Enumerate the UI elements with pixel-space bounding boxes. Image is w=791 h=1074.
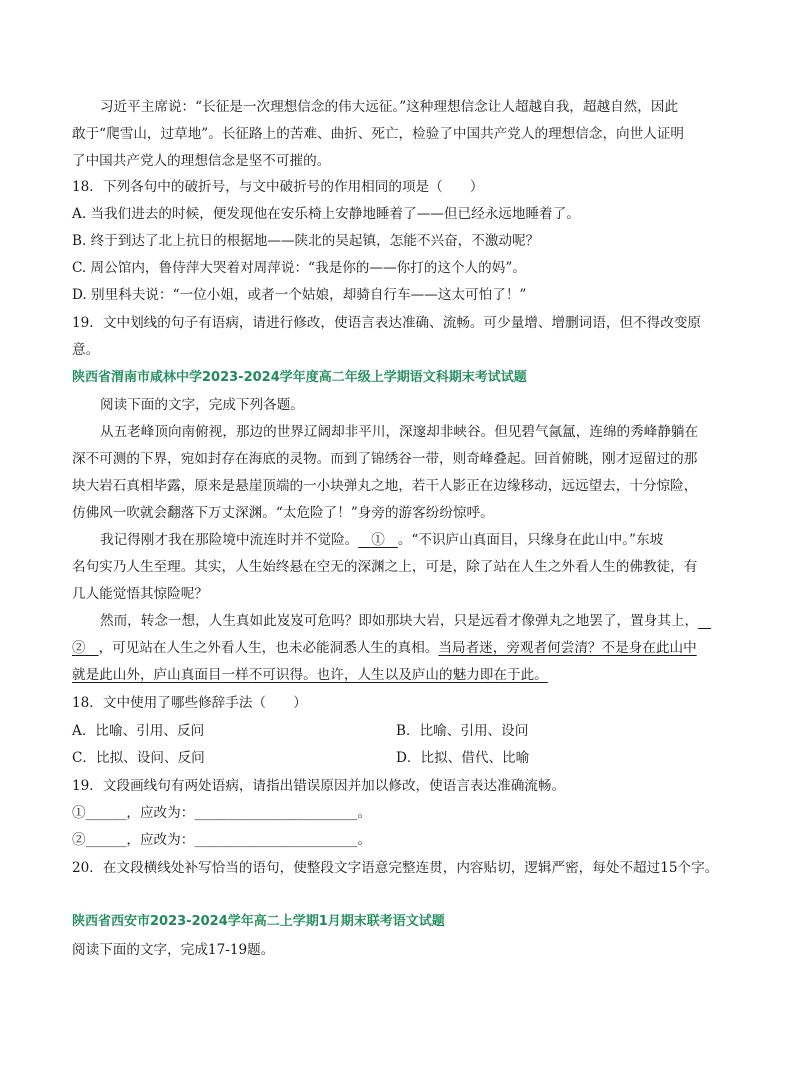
blank-2-lead[interactable] <box>698 613 711 629</box>
question-18-option-a: A. 当我们进去的时候，便发现他在安乐椅上安静地睡着了——但已经永远地睡着了。 <box>72 206 580 222</box>
section-2-title: 陕西省渭南市咸林中学2023-2024学年度高二年级上学期语文科期末考试试题 <box>72 370 527 385</box>
question-18-stem: 18．下列各句中的破折号，与文中破折号的作用相同的项是（ ） <box>72 179 484 195</box>
blank-2[interactable] <box>72 640 99 656</box>
question-19b-answer-1[interactable]: ①______，应改为：________________________。 <box>72 805 372 821</box>
paragraph-3-line-3 <box>72 665 548 685</box>
paragraph-3-start: 然而，转念一想，人生真如此岌岌可危吗？即如那块大岩，只是远看才像弹丸之地罢了，置身其上， <box>100 613 699 629</box>
section-2-instruction: 阅读下面的文字，完成下列各题。 <box>100 397 304 413</box>
question-18b-option-b: B．比喻、引用、设问 <box>396 723 529 739</box>
paragraph-3-line-2 <box>72 638 697 658</box>
passage1-line-1: 习近平主席说：“长征是一次理想信念的伟大远征。”这种理想信念让人超越自我，超越自然，因此 <box>100 99 679 115</box>
question-18b-option-a: A．比喻、引用、反问 <box>72 723 205 739</box>
paragraph-2-line-1 <box>100 530 663 550</box>
paragraph-1-line-1: 从五老峰顶向南俯视，那边的世界辽阔却非平川，深邃却非峡谷。但见碧气氤氲，连绵的秀峰静躺在 <box>100 424 699 440</box>
paragraph-2-line-2: 名句实乃人生至理。其实，人生始终悬在空无的深渊之上，可是，除了站在人生之外看人生的佛教徒，有 <box>72 559 698 575</box>
paragraph-3-middle: ，可见站在人生之外看人生，也未必能洞悉人生的真相。 <box>98 640 439 656</box>
paragraph-1-line-4: 仿佛风一吹就会翻落下万丈深渊。“太危险了！”身旁的游客纷纷惊呼。 <box>72 505 494 521</box>
section-3-title: 陕西省西安市2023-2024学年高二上学期1月期末联考语文试题 <box>72 914 445 929</box>
section-3-instruction: 阅读下面的文字，完成17-19题。 <box>72 942 275 958</box>
blank-2-label: ② <box>72 640 86 656</box>
question-18b-option-d: D．比拟、借代、比喻 <box>396 750 530 766</box>
paragraph-2-continuation: 。“不识庐山真面目，只缘身在此山中。”东坡 <box>397 532 664 548</box>
question-19-line-1: 19．文中划线的句子有语病，请进行修改，使语言表达准确、流畅。可少量增、增删词语，但不得改变原 <box>72 315 702 331</box>
question-20-stem: 20．在文段横线处补写恰当的语句，使整段文字语意完整连贯，内容贴切，逻辑严密，每处不超过15个字。 <box>72 860 719 876</box>
question-18b-stem: 18．文中使用了哪些修辞手法（ ） <box>72 695 307 711</box>
underlined-sentence-2: 就是此山外，庐山真面目一样不可识得。也许，人生以及庐山的魅力即在于此。 <box>72 667 548 683</box>
question-18-option-c: C. 周公馆内，鲁侍萍大哭着对周萍说：“我是你的——你打的这个人的妈”。 <box>72 260 526 276</box>
question-19-line-2: 意。 <box>72 342 100 358</box>
paragraph-2-start: 我记得刚才我在那险境中流连时并不觉险。 <box>100 532 359 548</box>
blank-1-label: ① <box>371 532 385 548</box>
question-18-option-d: D. 别里科夫说：“一位小姐，或者一个姑娘，却骑自行车——这太可怕了！” <box>72 287 527 303</box>
paragraph-3-line-1 <box>100 611 711 631</box>
paragraph-1-line-2: 深不可测的下界，宛如封存在海底的灵物。而到了锦绣谷一带，则奇峰叠起。回首俯眺，刚才逗留过的那 <box>72 451 698 467</box>
passage1-line-2: 敢于“爬雪山，过草地”。长征路上的苦难、曲折、死亡，检验了中国共产党人的理想信念，向世人证明 <box>72 126 685 142</box>
paragraph-2-line-3: 几人能觉悟其惊险呢？ <box>72 586 208 602</box>
question-18b-option-c: C．比拟、设问、反问 <box>72 750 205 766</box>
underlined-sentence-1: 当局者迷，旁观者何尝清？不是身在此山中 <box>438 640 697 656</box>
question-18-option-b: B. 终于到达了北上抗日的根据地——陕北的吴起镇，怎能不兴奋，不激动呢？ <box>72 233 540 249</box>
question-19b-answer-2[interactable]: ②______，应改为：________________________。 <box>72 832 372 848</box>
paragraph-1-line-3: 块大岩石真相毕露，原来是悬崖顶端的一小块弹丸之地，若干人影正在边缘移动，远远望去，十分惊险， <box>72 478 698 494</box>
blank-1[interactable] <box>358 532 398 548</box>
passage1-line-3: 了中国共产党人的理想信念是坚不可摧的。 <box>72 153 331 169</box>
question-19b-stem: 19．文段画线句有两处语病，请指出错误原因并加以修改，使语言表达准确流畅。 <box>72 778 566 794</box>
